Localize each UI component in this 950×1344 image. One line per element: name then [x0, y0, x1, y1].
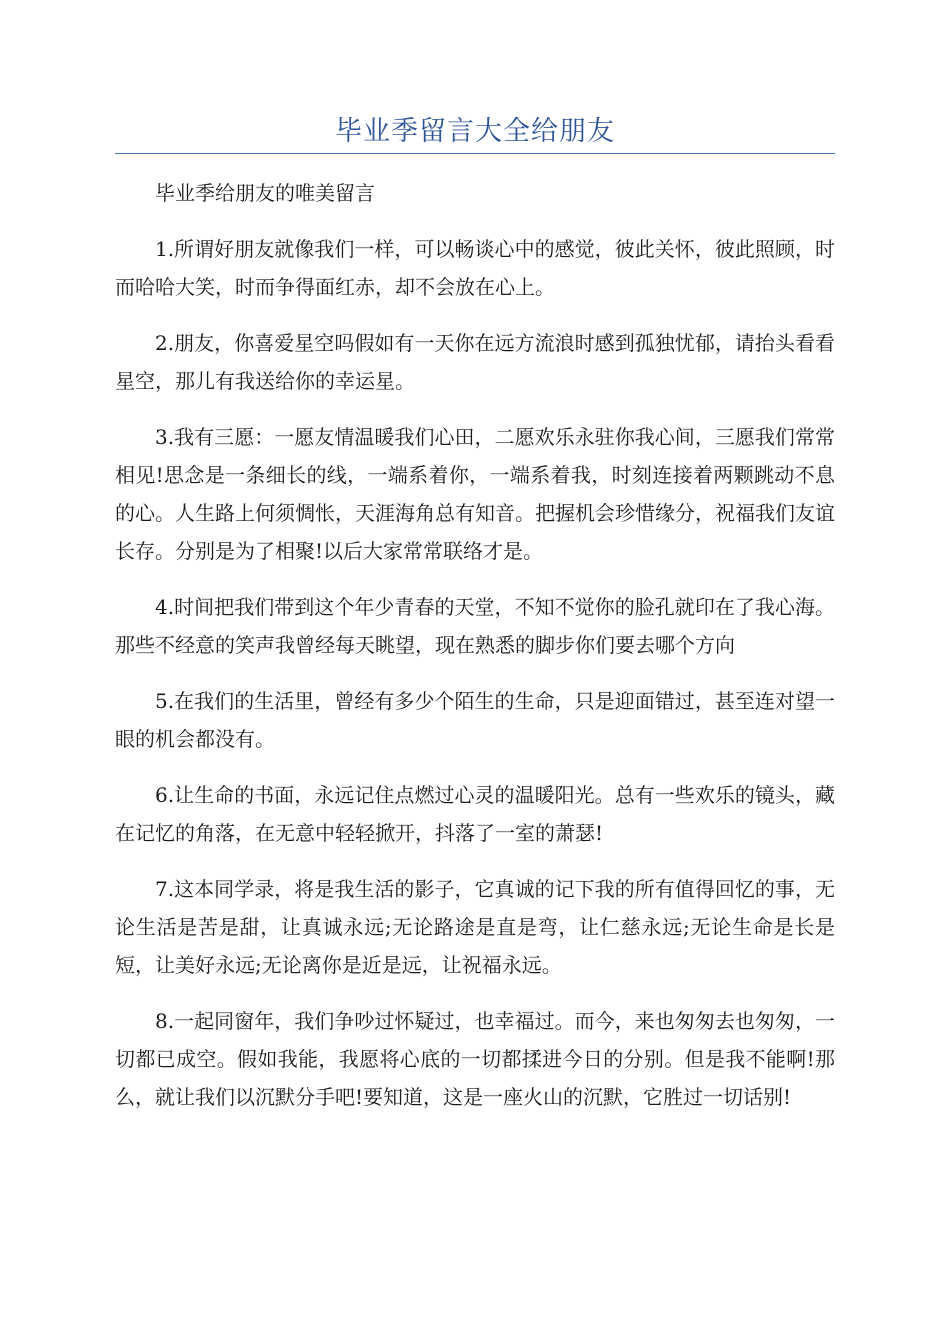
paragraph-5: 5.在我们的生活里，曾经有多少个陌生的生命，只是迎面错过，甚至连对望一眼的机会都没有。: [115, 689, 835, 751]
paragraph-2: 2.朋友，你喜爱星空吗假如有一天你在远方流浪时感到孤独忧郁，请抬头看看星空，那儿有我送给你的幸运星。: [115, 331, 835, 393]
paragraph-7: 7.这本同学录，将是我生活的影子，它真诚的记下我的所有值得回忆的事，无论生活是苦是甜，让真诚永远;无论路途是直是弯，让仁慈永远;无论生命是长是短，让美好永远;无论离你是近是远，让祝福永远。: [115, 877, 835, 977]
document-body: [115, 174, 835, 1134]
paragraph-1: 1.所谓好朋友就像我们一样，可以畅谈心中的感觉，彼此关怀，彼此照顾，时而哈哈大笑，时而争得面红赤，却不会放在心上。: [115, 237, 835, 299]
page-title: 毕业季留言大全给朋友: [335, 116, 615, 147]
paragraph-8: 8.一起同窗年，我们争吵过怀疑过，也幸福过。而今，来也匆匆去也匆匆，一切都已成空。假如我能，我愿将心底的一切都揉进今日的分别。但是我不能啊!那么，就让我们以沉默分手吧!要知道，这是一座火山的沉默，它胜过一切话别!: [115, 1009, 835, 1109]
paragraph-6: 6.让生命的书面，永远记住点燃过心灵的温暖阳光。总有一些欢乐的镜头，藏在记忆的角落，在无意中轻轻掀开，抖落了一室的萧瑟!: [115, 783, 835, 845]
paragraph-4: 4.时间把我们带到这个年少青春的天堂，不知不觉你的脸孔就印在了我心海。那些不经意的笑声我曾经每天眺望，现在熟悉的脚步你们要去哪个方向: [115, 595, 835, 657]
paragraph-3: 3.我有三愿：一愿友情温暖我们心田，二愿欢乐永驻你我心间，三愿我们常常相见!思念是一条细长的线，一端系着你，一端系着我，时刻连接着两颗跳动不息的心。人生路上何须惆怅，天涯海角总有知音。把握机会珍惜缘分，祝福我们友谊长存。分别是为了相聚!以后大家常常联络才是。: [115, 425, 835, 563]
section-subheading: 毕业季给朋友的唯美留言: [155, 181, 375, 205]
title-underline: [115, 153, 835, 154]
